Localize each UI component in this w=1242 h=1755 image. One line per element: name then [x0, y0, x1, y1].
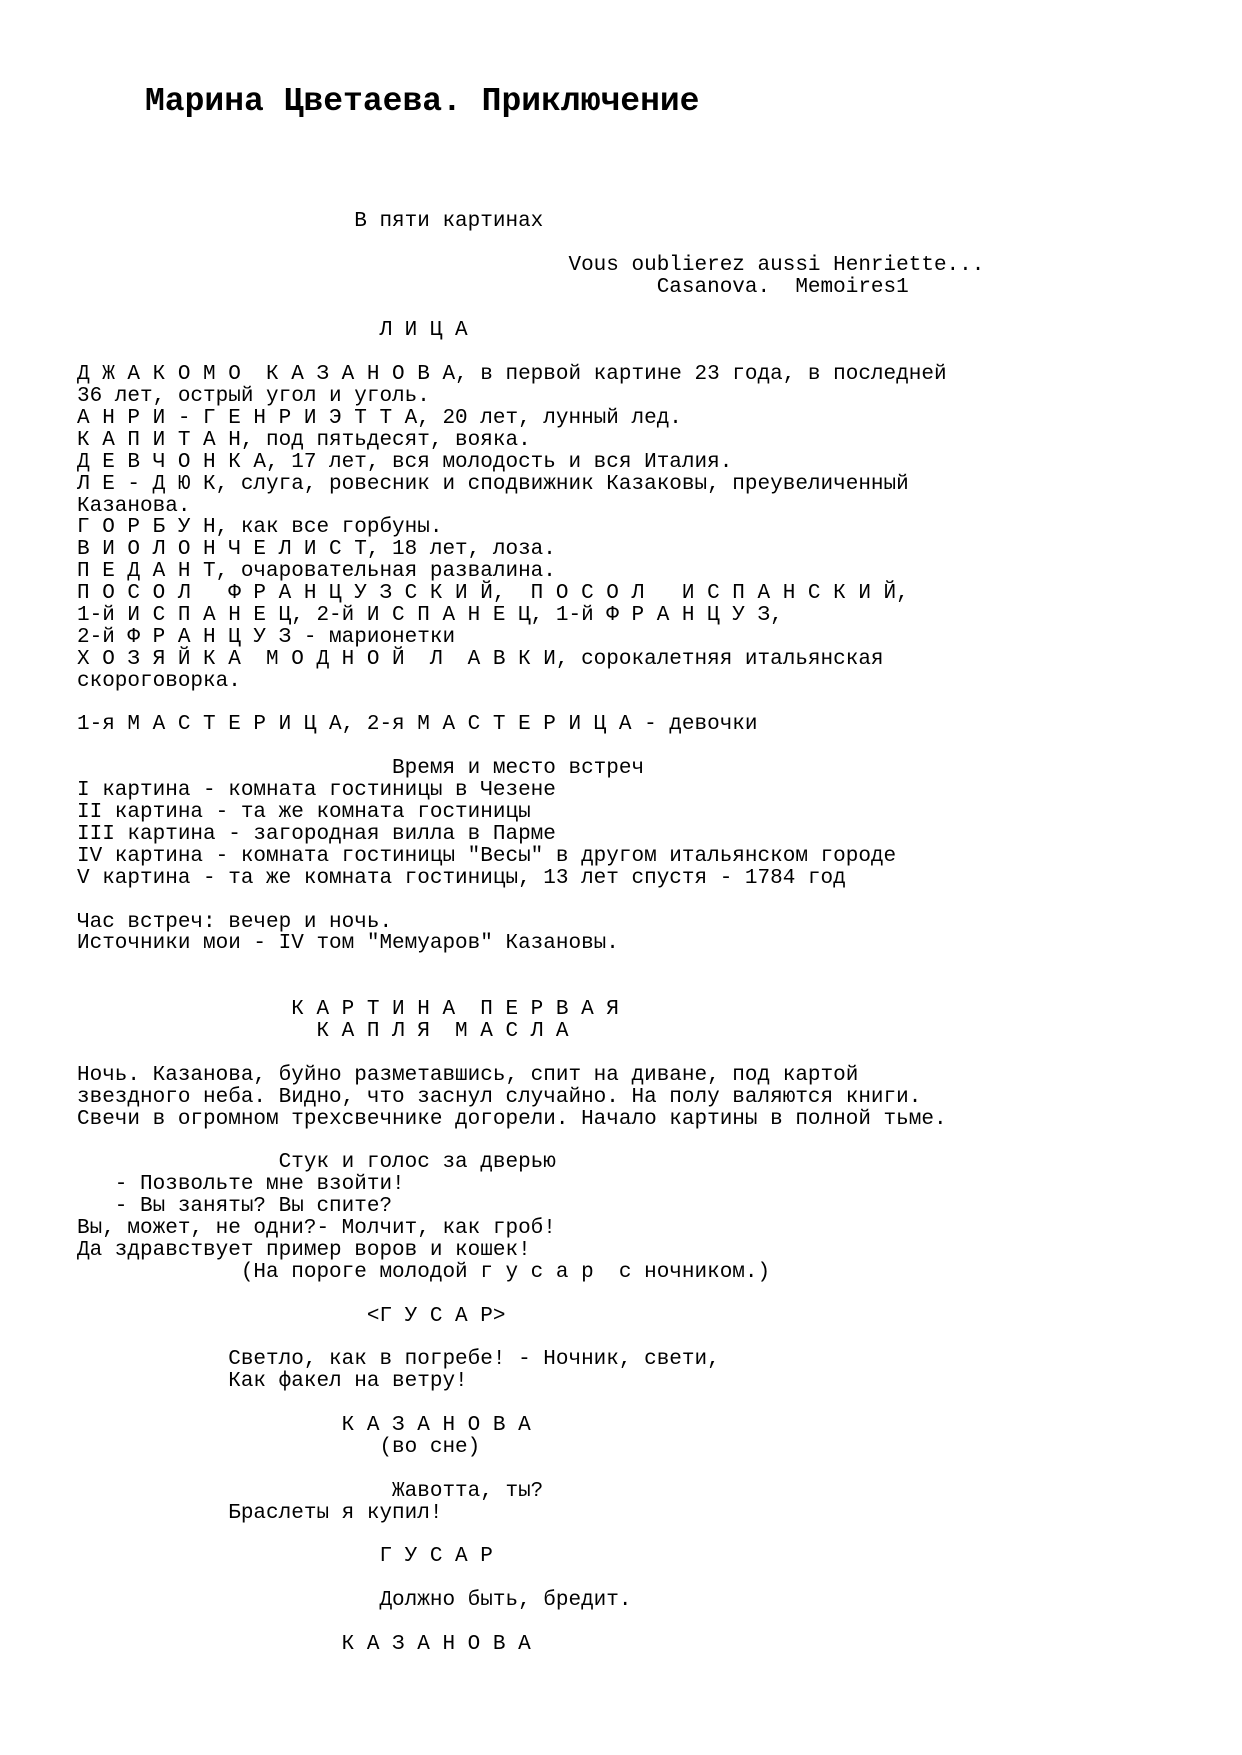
- text-line: Час встреч: вечер и ночь.: [77, 910, 393, 934]
- text-line: [77, 1130, 984, 1152]
- text-line: звездного неба. Видно, что заснул случайно. На полу валяются книги.: [77, 1085, 922, 1109]
- text-line: - Вы заняты? Вы спите?: [77, 1195, 393, 1219]
- text-line: [77, 1459, 984, 1481]
- text-line: [77, 1568, 984, 1590]
- text-line: Г У С А Р: [77, 1545, 493, 1569]
- document-title: Марина Цветаева. Приключение: [145, 83, 700, 120]
- text-line: [77, 342, 984, 364]
- text-line: Д Ж А К О М О К А З А Н О В А, в первой картине 23 года, в последней: [77, 363, 947, 387]
- schedule: [77, 758, 984, 999]
- text-line: скороговорка.: [77, 669, 241, 693]
- text-line: К А П Л Я М А С Л А: [77, 1019, 569, 1043]
- dialogue: [77, 1152, 984, 1655]
- text-line: Г О Р Б У Н, как все горбуны.: [77, 516, 443, 540]
- text-line: 1-я М А С Т Е Р И Ц А, 2-я М А С Т Е Р И Ц А - девочки: [77, 713, 758, 737]
- text-line: [77, 977, 984, 999]
- stage-direction: [77, 1065, 984, 1153]
- text-line: (во сне): [77, 1435, 481, 1459]
- text-line: 2-й Ф Р А Н Ц У З - марионетки: [77, 625, 456, 649]
- text-line: [77, 1524, 984, 1546]
- text-line: [77, 1393, 984, 1415]
- text-line: - Позвольте мне взойти!: [77, 1173, 405, 1197]
- text-line: К А Р Т И Н А П Е Р В А Я: [77, 998, 619, 1022]
- text-line: <Г У С А Р>: [77, 1304, 506, 1328]
- text-line: Браслеты я купил!: [77, 1501, 443, 1525]
- text-line: Вы, может, не одни?- Молчит, как гроб!: [77, 1216, 556, 1240]
- text-line: [77, 1612, 984, 1634]
- text-line: Л И Ц А: [77, 319, 468, 343]
- text-line: П О С О Л Ф Р А Н Ц У З С К И Й, П О С О Л И С П А Н С К И Й,: [77, 582, 909, 606]
- text-line: Стук и голос за дверью: [77, 1151, 556, 1175]
- cast-list: [77, 364, 984, 758]
- text-line: П Е Д А Н Т, очаровательная развалина.: [77, 560, 556, 584]
- text-line: [77, 1043, 984, 1065]
- text-line: Да здравствует пример воров и кошек!: [77, 1238, 531, 1262]
- text-line: К А З А Н О В А: [77, 1413, 531, 1437]
- text-line: [77, 233, 984, 255]
- text-line: [77, 890, 984, 912]
- text-line: (На пороге молодой г у с а р с ночником.): [77, 1260, 771, 1284]
- text-line: Ночь. Казанова, буйно разметавшись, спит на диване, под картой: [77, 1063, 859, 1087]
- text-line: [77, 1284, 984, 1306]
- text-line: II картина - та же комната гостиницы: [77, 801, 531, 825]
- text-line: [77, 955, 984, 977]
- subtitle: [77, 211, 984, 255]
- text-line: Светло, как в погребе! - Ночник, свети,: [77, 1348, 720, 1372]
- text-line: III картина - загородная вилла в Парме: [77, 822, 556, 846]
- text-line: Л Е - Д Ю К, слуга, ровесник и сподвижник Казаковы, преувеличенный: [77, 472, 909, 496]
- text-line: Casanova. Memoires1: [77, 275, 909, 299]
- document-body: [77, 211, 984, 1656]
- text-line: Жавотта, ты?: [77, 1479, 544, 1503]
- text-line: Время и место встреч: [77, 757, 645, 781]
- text-line: Как факел на ветру!: [77, 1370, 468, 1394]
- text-line: К А З А Н О В А: [77, 1632, 531, 1656]
- text-line: I картина - комната гостиницы в Чезене: [77, 779, 556, 803]
- text-line: В пяти картинах: [77, 210, 544, 233]
- text-line: IV картина - комната гостиницы "Весы" в другом итальянском городе: [77, 844, 897, 868]
- text-line: В И О Л О Н Ч Е Л И С Т, 18 лет, лоза.: [77, 538, 556, 562]
- text-line: 1-й И С П А Н Е Ц, 2-й И С П А Н Е Ц, 1-й Ф Р А Н Ц У З,: [77, 604, 783, 628]
- scene-heading: [77, 999, 984, 1065]
- text-line: 36 лет, острый угол и уголь.: [77, 385, 430, 409]
- text-line: Vous oublierez aussi Henriette...: [77, 253, 985, 277]
- text-line: [77, 299, 984, 321]
- text-line: Должно быть, бредит.: [77, 1589, 632, 1613]
- text-line: Х О З Я Й К А М О Д Н О Й Л А В К И, сорокалетняя итальянская: [77, 647, 884, 671]
- text-line: Источники мои - IV том "Мемуаров" Казановы.: [77, 932, 619, 956]
- text-line: Свечи в огромном трехсвечнике догорели. Начало картины в полной тьме.: [77, 1107, 947, 1131]
- text-line: [77, 1327, 984, 1349]
- text-line: V картина - та же комната гостиницы, 13 лет спустя - 1784 год: [77, 866, 846, 890]
- text-line: [77, 693, 984, 715]
- text-line: [77, 736, 984, 758]
- cast-heading: [77, 320, 984, 364]
- text-line: К А П И Т А Н, под пятьдесят, вояка.: [77, 428, 531, 452]
- text-line: Казанова.: [77, 494, 191, 518]
- epigraph: [77, 255, 984, 321]
- text-line: А Н Р И - Г Е Н Р И Э Т Т А, 20 лет, лунный лед.: [77, 407, 682, 431]
- text-line: Д Е В Ч О Н К А, 17 лет, вся молодость и вся Италия.: [77, 450, 733, 474]
